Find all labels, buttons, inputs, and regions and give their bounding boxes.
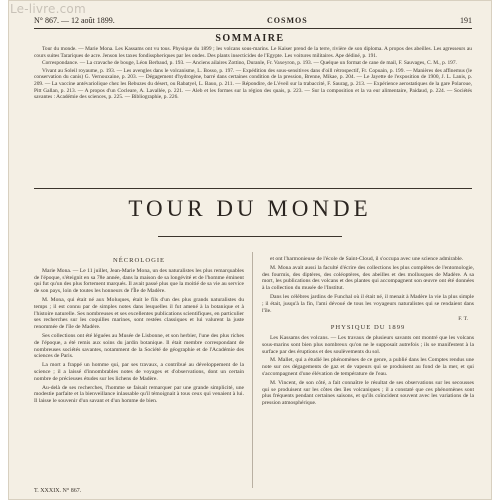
- column-paragraph: Dans les célèbres jardins de Funchal où il était né, il menait à Madère la vie la plus simple ; il était, jusqu'à la fin, l'ami dévoué de tous les voyageurs naturalistes qui se rendaient dans l'île.: [262, 293, 474, 314]
- column-heading: PHYSIQUE DU 1899: [330, 324, 406, 332]
- column-paragraph: et ont l'harmonieuse de l'école de Saint-Cloud, il s'occupa avec une science admirable.: [270, 256, 464, 262]
- column-paragraph: La mort a frappé un homme qui, par ses travaux, a contribué au développement de la science ; il a laissé d'innombrables notes de voyages et d'observations, dont un certain nombre de précieuses études sur les lichens de Madère.: [34, 362, 244, 382]
- sommaire-title: SOMMAIRE: [215, 33, 285, 44]
- left-column: [34, 256, 244, 488]
- running-head: [34, 14, 472, 26]
- column-paragraph: Au-delà de ses recherches, l'homme se faisait remarquer par une grande simplicité, une modestie parfaite et la bienveillance inlassable qu'il témoignait à tous ceux qui venaient à lui. Il laisse le souvenir d'un savant et d'un homme de bien.: [34, 384, 244, 405]
- issue-number: N° 867. — 12 août 1899.: [34, 15, 115, 25]
- column-divider: [252, 252, 253, 488]
- right-column: [262, 256, 474, 488]
- column-paragraph: Marie Mona. — Le 11 juillet, Jean-Marie Mona, un des naturalistes les plus remarquables de l'époque, s'éteignit en sa 78e année, dans la maison de sa longévité et de l'homme éminent qui fut qu'un des plus fortement marqués. Il avait passé plus que la moitié de sa vie au service de son pays, loin de toutes les honneurs de l'Île de Madère.: [34, 267, 244, 295]
- signature: F. T.: [458, 316, 468, 323]
- column-paragraph: M. Mona, qui était né aux Moluques, était le fils d'un des plus grands naturalistes du temps ; il est connu par de simples notes dans lesquelles il fut amené à la botanique et à l'histoire naturelle. Ses nombreuses et ses excellentes publications scientifiques, en particulier ses recherches sur les coquilles marines, sont restées classiques et lui valurent la juste renommée de l'île de Madère.: [34, 296, 244, 331]
- sommaire-body: [34, 46, 472, 184]
- sommaire-paragraph: Correspondance. — La cravache de bouge, Léon Berbaud, p. 193. — Anciens ailaires Zottino, Duranle, Fr. Vaxeyron, p. 193. — Quelque un format de cane de mail, F. Sauvages, C. M., p. 197.: [42, 60, 457, 67]
- column-paragraph: M. Mona avait aussi la faculté d'écrire des collections les plus complètes de l'entomologie, des fourmis, des diptères, des coléoptères, des abeilles et des mollusques de Madère. A sa mort, les publications des volcans et des plantes qui accompagnent son œuvre ont été données à la collection du musée de l'Institut.: [262, 264, 474, 292]
- page-number: 191: [459, 15, 472, 25]
- column-heading: NÉCROLOGIE: [112, 257, 166, 264]
- sommaire-paragraph: Tour du monde. — Marie Mona. Les Kassams ont vu tous. Physique du 1899 ; les volcans sous-marins. Le Kaiser prend de la terre, rivière de son diploma. A propos des abeilles. Les agresseurs au cours suites Tarariques de acre. Jenson les taxes fondisspheriques par les ondes. Des plants insecticides de l'Egypte. Les voitures militaires. Ape dédiné, p. 191.: [34, 46, 472, 59]
- column-paragraph: M. Vincent, de son côté, a fait connaître le résultat de ses observations sur les secousses qui se produisent sur les côtes des îles volcaniques ; il a constaté que ces phénomènes sont plus fréquents pendant certaines saisons, et qu'ils coïncident souvent avec les variations de la pression atmosphérique.: [262, 379, 474, 407]
- journal-name: COSMOS: [267, 15, 308, 25]
- watermark: Le-livre.com: [10, 2, 86, 16]
- page-title: TOUR DU MONDE: [128, 196, 372, 221]
- column-paragraph: M. Mallet, qui a étudié les phénomènes de ce genre, a publié dans les Comptes rendus une note sur ces dégagements de gaz et de vapeurs qui se produisent au fond de la mer, et qui s'accompagnent d'une élévation de température de l'eau.: [262, 357, 474, 377]
- header-rule: [34, 28, 472, 29]
- sommaire-paragraph: Vivant au Soleil royaume, p. 193. — Les avengles dans le volcanisme, L. Bosso, p. 197. — Expédition des sous-sensitives dans d'oill rétrospectif, Fr. Copuain, p. 199. — Manières des affinemus (le conservation du canis) G. Vernouxaine, p. 203. — Dégagement d'hydrogène, barré dans certaines condition de la pression, Brenne, Mikae, p. 204. — Le Jayette de l'exposition de 1900, J. L. Lanis, p. 209. — La vaccine antévariolique chez les Rebuzes du désert, ou Rabatyel, L. Bauo, p. 211. — Répondire, de L'éveil sur la trabaccité, F. Saurag, p. 213. — Expérience aerostatiques de la gare Polaroue, Pitt Gallan, p. 213. — A propos d'un Cocleare, A. Lavallée, p. 221. — Aleb et les formes sur la région des quais, p. 223. — Sur la composition et la va eur alimentaire, Paidaud, p. 224. — Sociétés savantes : Académie des sciences, p. 225. — Bibliographie, p. 226.: [34, 67, 472, 101]
- sommaire-rule: [34, 188, 472, 189]
- journal-page: [8, 0, 492, 500]
- column-paragraph: Les Kassams des volcans. — Les travaux de plusieurs savants ont montré que les volcans sous-marins sont bien plus nombreux qu'on ne le supposait autrefois ; ils se manifestent à la surface par des éruptions et des soulèvements du sol.: [262, 334, 474, 355]
- footer-signature: T. XXXIX. N° 867.: [34, 488, 82, 494]
- column-paragraph: Ses collections ont été léguées au Musée de Lisbonne, et son herbier, l'une des plus riches de l'époque, a été remis aux soins du jardin botanique. Il était membre correspondant de nombreuses sociétés savantes, notamment de la Société de géographie et de l'Académie des sciences de Paris.: [34, 332, 244, 360]
- title-rule: [158, 236, 342, 237]
